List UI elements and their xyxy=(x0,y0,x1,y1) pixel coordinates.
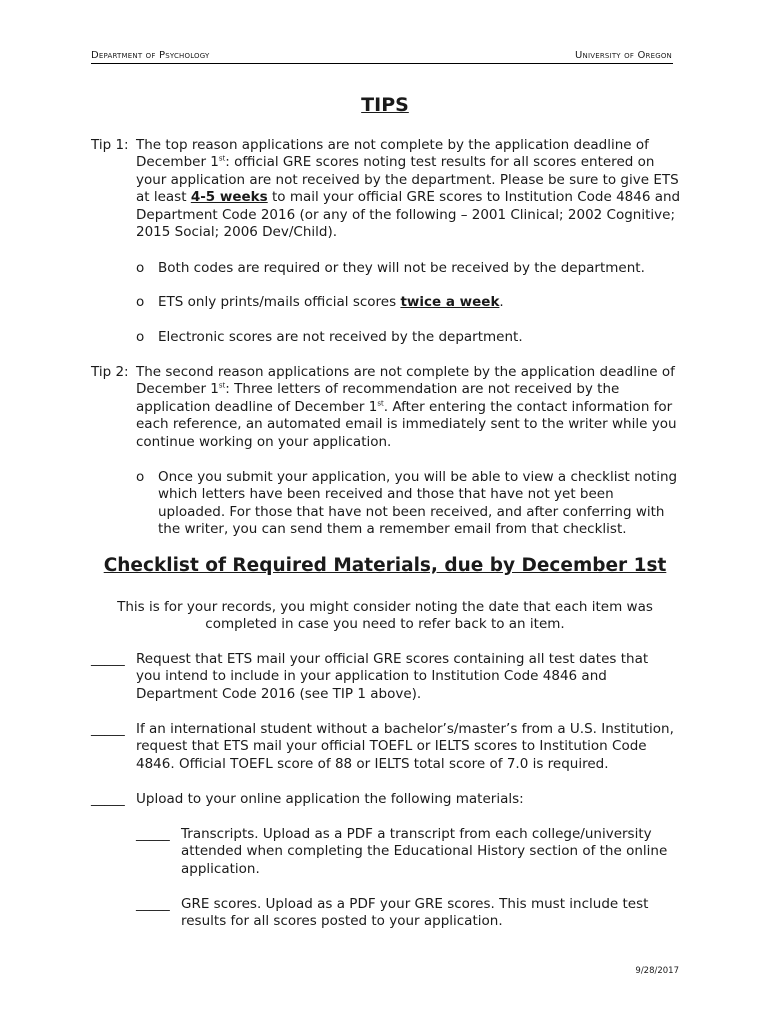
tip2-sup-1: st xyxy=(218,381,226,390)
checkbox-blank: _____ xyxy=(91,791,125,807)
tip1-bullet-2-end: . xyxy=(499,294,504,310)
tip1-sup: st xyxy=(218,154,226,163)
tips-heading: TIPS xyxy=(361,94,409,116)
header-department: Department of Psychology xyxy=(91,50,210,61)
tip1-label: Tip 1: xyxy=(91,137,129,153)
tip2-text-b: : Three letters of recommendation are not received by the application deadline of December 1 xyxy=(136,381,620,415)
bullet-marker: o xyxy=(136,260,145,276)
footer-date: 9/28/2017 xyxy=(635,966,679,976)
tip1-weeks-emphasis: 4-5 weeks xyxy=(190,189,268,206)
checklist-heading: Checklist of Required Materials, due by December 1st xyxy=(103,555,667,576)
tip2-sup-2: st xyxy=(377,399,384,408)
checklist-item-upload: Upload to your online application the following materials: xyxy=(136,791,524,807)
tip2-body xyxy=(136,364,681,451)
tip1-text-c: to mail your official GRE scores to Institution Code 4846 and Department Code 2016 (or any of the following – 2001 Clinical; 2002 Cognitive; 2015 Social; 2006 Dev/Child). xyxy=(136,189,681,241)
tip1-bullet-1: Both codes are required or they will not be received by the department. xyxy=(158,260,645,276)
sub-item-gre-scores: GRE scores. Upload as a PDF your GRE scores. This must include test results for all scores posted to your application. xyxy=(181,896,649,930)
tip2-label: Tip 2: xyxy=(91,364,129,380)
checklist-intro: This is for your records, you might consider noting the date that each item was completed in case you need to refer back to an item. xyxy=(117,599,653,633)
tip1-bullet-3: Electronic scores are not received by the department. xyxy=(158,329,523,345)
sub-item-transcripts: Transcripts. Upload as a PDF a transcript from each college/university attended when completing the Educational History section of the online application. xyxy=(181,826,668,877)
checklist-item-gre: Request that ETS mail your official GRE scores containing all test dates that you intend to include in your application to Institution Code 4846 and Department Code 2016 (see TIP 1 above). xyxy=(136,651,649,702)
checklist-item-toefl: If an international student without a bachelor’s/master’s from a U.S. Institution, request that ETS mail your official TOEFL or IELTS scores to Institution Code 4846. Official TOEFL score of 88 or IELTS total score of 7.0 is required. xyxy=(136,721,674,772)
tip1-bullet-2 xyxy=(158,294,678,311)
tip1-text-b: : official GRE scores noting test results for all scores entered on your application are not received by the department. Please be sure to give ETS at least xyxy=(136,154,679,206)
bullet-marker: o xyxy=(136,329,145,345)
checkbox-blank: _____ xyxy=(91,651,125,667)
header-rule xyxy=(91,63,673,64)
twice-a-week-emphasis: twice a week xyxy=(400,294,500,310)
tip2-text-a: The second reason applications are not complete by the application deadline of December 1 xyxy=(136,364,675,398)
tip2-bullet: Once you submit your application, you will be able to view a checklist noting which letters have been received and those that have not yet been uploaded. For those that have not been received, and after conferring with the writer, you can send them a remember email from that checklist. xyxy=(158,469,678,538)
checkbox-blank: _____ xyxy=(136,826,170,842)
checkbox-blank: _____ xyxy=(136,896,170,912)
tip1-body xyxy=(136,137,681,241)
tip1-bullet-2-text: ETS only prints/mails official scores xyxy=(158,294,401,310)
tip1-text-a: The top reason applications are not complete by the application deadline of December 1 xyxy=(136,137,649,171)
bullet-marker: o xyxy=(136,469,145,485)
checkbox-blank: _____ xyxy=(91,721,125,737)
tip2-text-c: . After entering the contact information for each reference, an automated email is immediately sent to the writer while you continue working on your application. xyxy=(136,398,677,450)
header-university: University of Oregon xyxy=(575,50,672,61)
bullet-marker: o xyxy=(136,294,145,310)
